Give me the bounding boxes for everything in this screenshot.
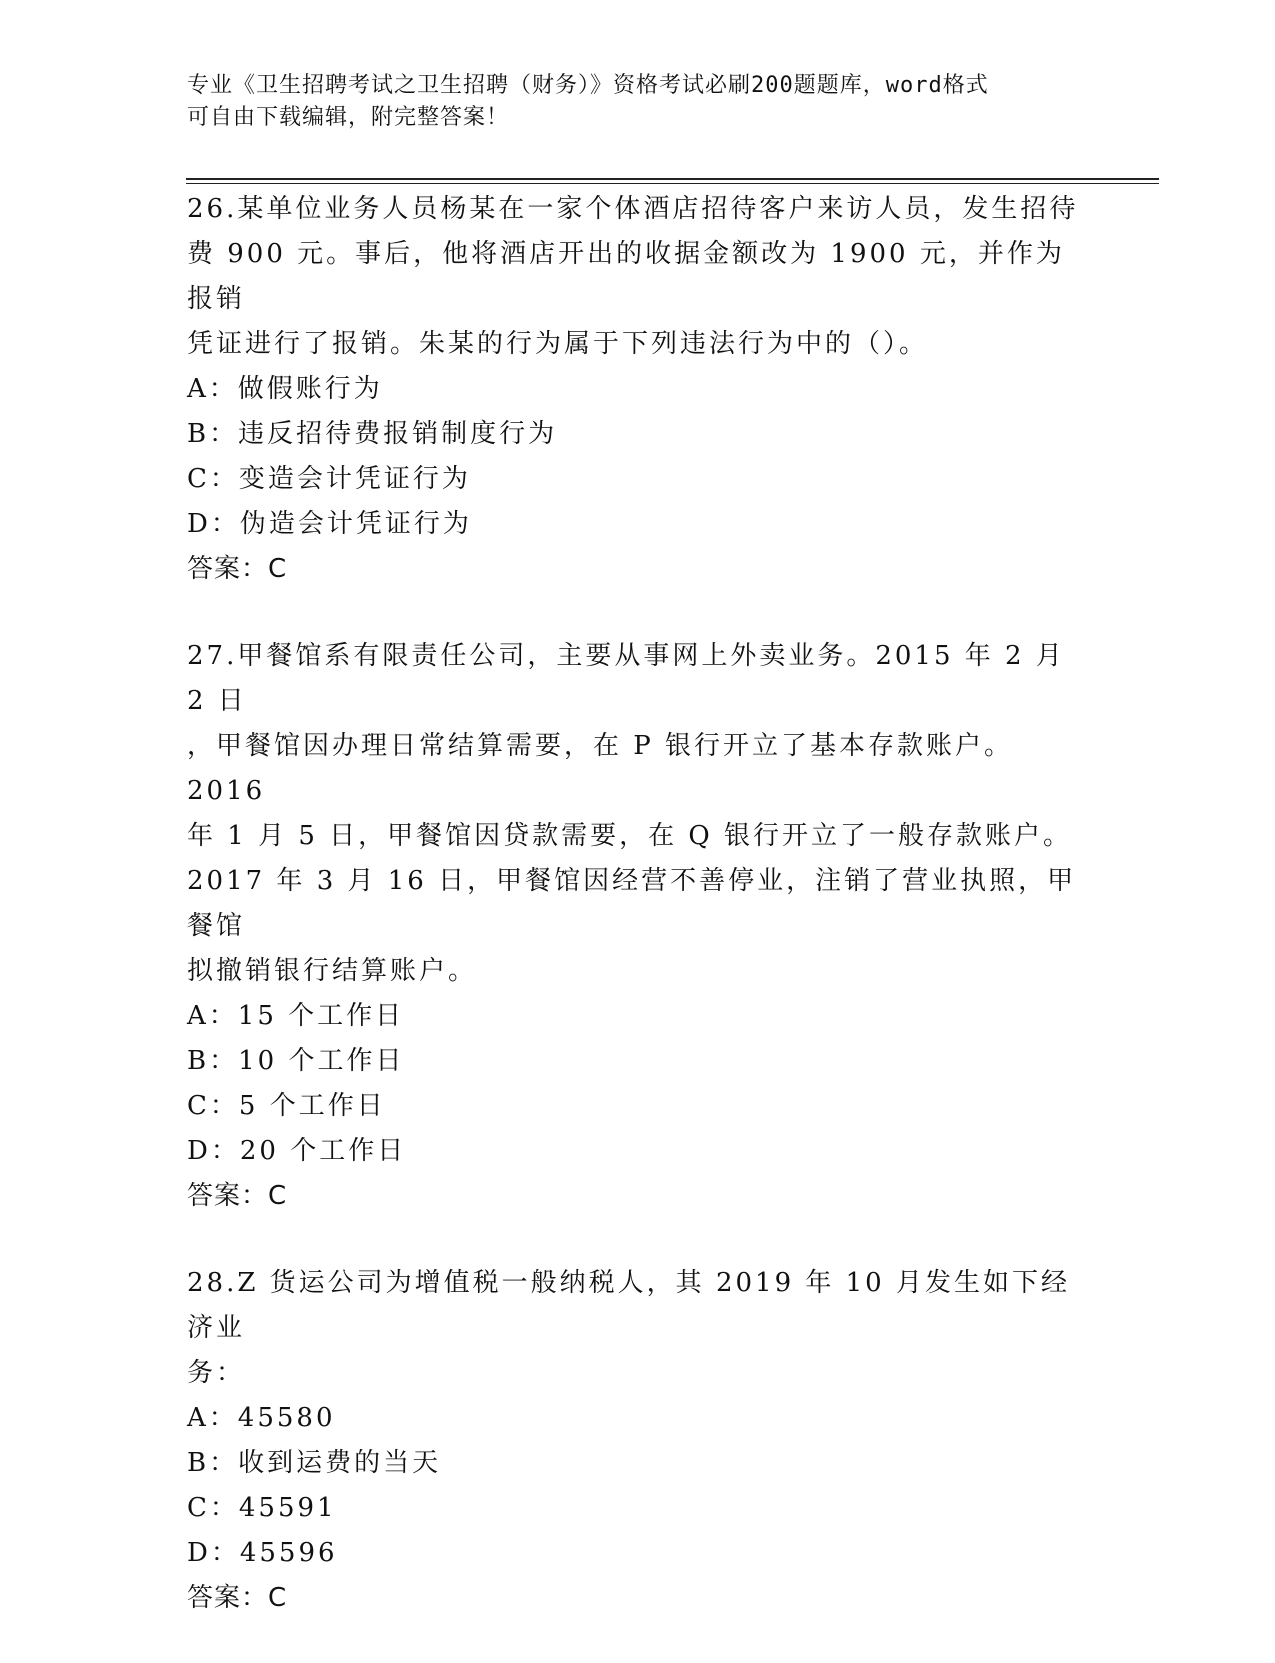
option-c: C：5 个工作日 (187, 1091, 386, 1121)
option-a: A：做假账行为 (187, 374, 383, 404)
question-stem-line: 费 900 元。事后，他将酒店开出的收据金额改为 1900 元，并作为报销 (187, 239, 1065, 314)
option-c: C：变造会计凭证行为 (187, 464, 471, 494)
question-26 (187, 187, 1087, 592)
option-c: C：45591 (187, 1493, 337, 1523)
question-list (187, 187, 1087, 1663)
answer-line: 答案：C (187, 1181, 288, 1211)
header-divider-thin (186, 183, 1159, 184)
document-page (187, 0, 1157, 1650)
option-d: D：伪造会计凭证行为 (187, 509, 472, 539)
option-b: B：收到运费的当天 (187, 1448, 442, 1478)
option-b: B：违反招待费报销制度行为 (187, 419, 558, 449)
question-stem-line: 务： (187, 1358, 246, 1388)
question-stem-line: ，甲餐馆因办理日常结算需要，在 P 银行开立了基本存款账户。2016 (187, 731, 1014, 806)
header-line-1: 专业《卫生招聘考试之卫生招聘（财务）》资格考试必刷200题题库，word格式 (187, 73, 989, 98)
option-d: D：45596 (187, 1538, 338, 1568)
option-b: B：10 个工作日 (187, 1046, 405, 1076)
question-27 (187, 634, 1087, 1219)
question-stem-line: 27.甲餐馆系有限责任公司，主要从事网上外卖业务。2015 年 2 月 2 日 (187, 641, 1065, 716)
header-line-2: 可自由下载编辑，附完整答案！ (187, 105, 510, 130)
option-d: D：20 个工作日 (187, 1136, 407, 1166)
document-header (187, 70, 1087, 134)
question-28 (187, 1261, 1087, 1621)
question-stem-line: 26.某单位业务人员杨某在一家个体酒店招待客户来访人员，发生招待 (187, 194, 1079, 224)
option-a: A：15 个工作日 (187, 1001, 405, 1031)
question-stem-line: 28.Z 货运公司为增值税一般纳税人，其 2019 年 10 月发生如下经济业 (187, 1268, 1070, 1343)
question-stem-line: 年 1 月 5 日，甲餐馆因贷款需要，在 Q 银行开立了一般存款账户。 (187, 821, 1072, 851)
question-stem-line: 凭证进行了报销。朱某的行为属于下列违法行为中的（）。 (187, 329, 929, 359)
answer-line: 答案：C (187, 1583, 288, 1613)
option-a: A：45580 (187, 1403, 336, 1433)
question-stem-line: 拟撤销银行结算账户。 (187, 956, 478, 986)
header-divider-thick (186, 178, 1159, 180)
answer-line: 答案：C (187, 554, 288, 584)
question-stem-line: 2017 年 3 月 16 日，甲餐馆因经营不善停业，注销了营业执照，甲餐馆 (187, 866, 1077, 941)
